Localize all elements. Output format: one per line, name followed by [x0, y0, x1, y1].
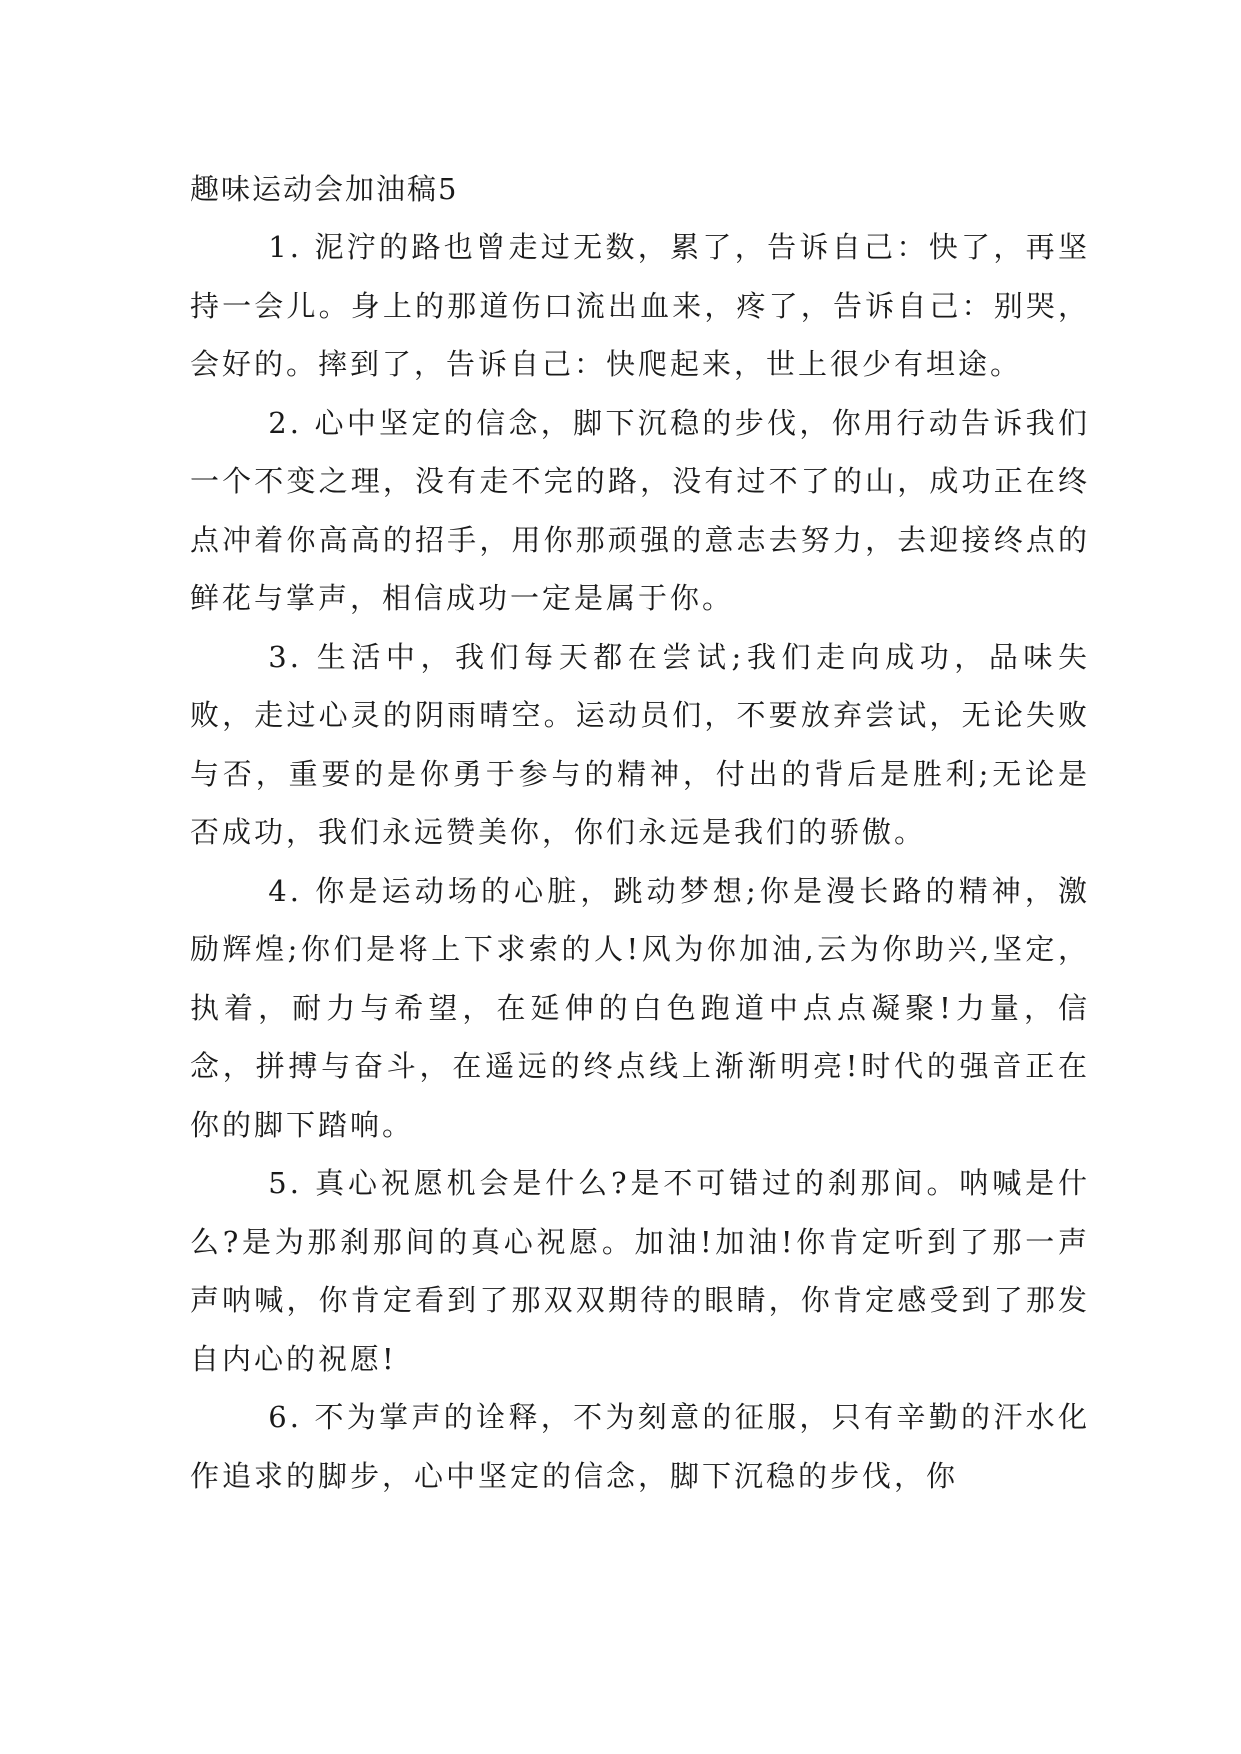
document-body: [190, 160, 1090, 1505]
paragraph-6: 6. 不为掌声的诠释，不为刻意的征服，只有辛勤的汗水化作追求的脚步，心中坚定的信念，脚下沉稳的步伐，你: [190, 1400, 1090, 1493]
paragraph-1: 1. 泥泞的路也曾走过无数，累了，告诉自己：快了，再坚持一会儿。身上的那道伤口流出血来，疼了，告诉自己：别哭，会好的。摔到了，告诉自己：快爬起来，世上很少有坦途。: [190, 230, 1090, 381]
paragraph-2: 2. 心中坚定的信念，脚下沉稳的步伐，你用行动告诉我们一个不变之理，没有走不完的路，没有过不了的山，成功正在终点冲着你高高的招手，用你那顽强的意志去努力，去迎接终点的鲜花与掌声，相信成功一定是属于你。: [190, 405, 1090, 615]
paragraph-5: 5. 真心祝愿机会是什么?是不可错过的刹那间。呐喊是什么?是为那刹那间的真心祝愿。加油!加油!你肯定听到了那一声声呐喊，你肯定看到了那双双期待的眼睛，你肯定感受到了那发自内心的祝愿!: [190, 1166, 1090, 1376]
paragraph-4: 4. 你是运动场的心脏，跳动梦想;你是漫长路的精神，激励辉煌;你们是将上下求索的人!风为你加油,云为你助兴,坚定，执着，耐力与希望，在延伸的白色跑道中点点凝聚!力量，信念，拼搏与奋斗，在遥远的终点线上渐渐明亮!时代的强音正在你的脚下踏响。: [190, 873, 1090, 1142]
document-title: 趣味运动会加油稿5: [190, 172, 459, 206]
paragraph-3: 3. 生活中，我们每天都在尝试;我们走向成功，品味失败，走过心灵的阴雨晴空。运动员们，不要放弃尝试，无论失败与否，重要的是你勇于参与的精神，付出的背后是胜利;无论是否成功，我们永远赞美你，你们永远是我们的骄傲。: [190, 639, 1090, 849]
